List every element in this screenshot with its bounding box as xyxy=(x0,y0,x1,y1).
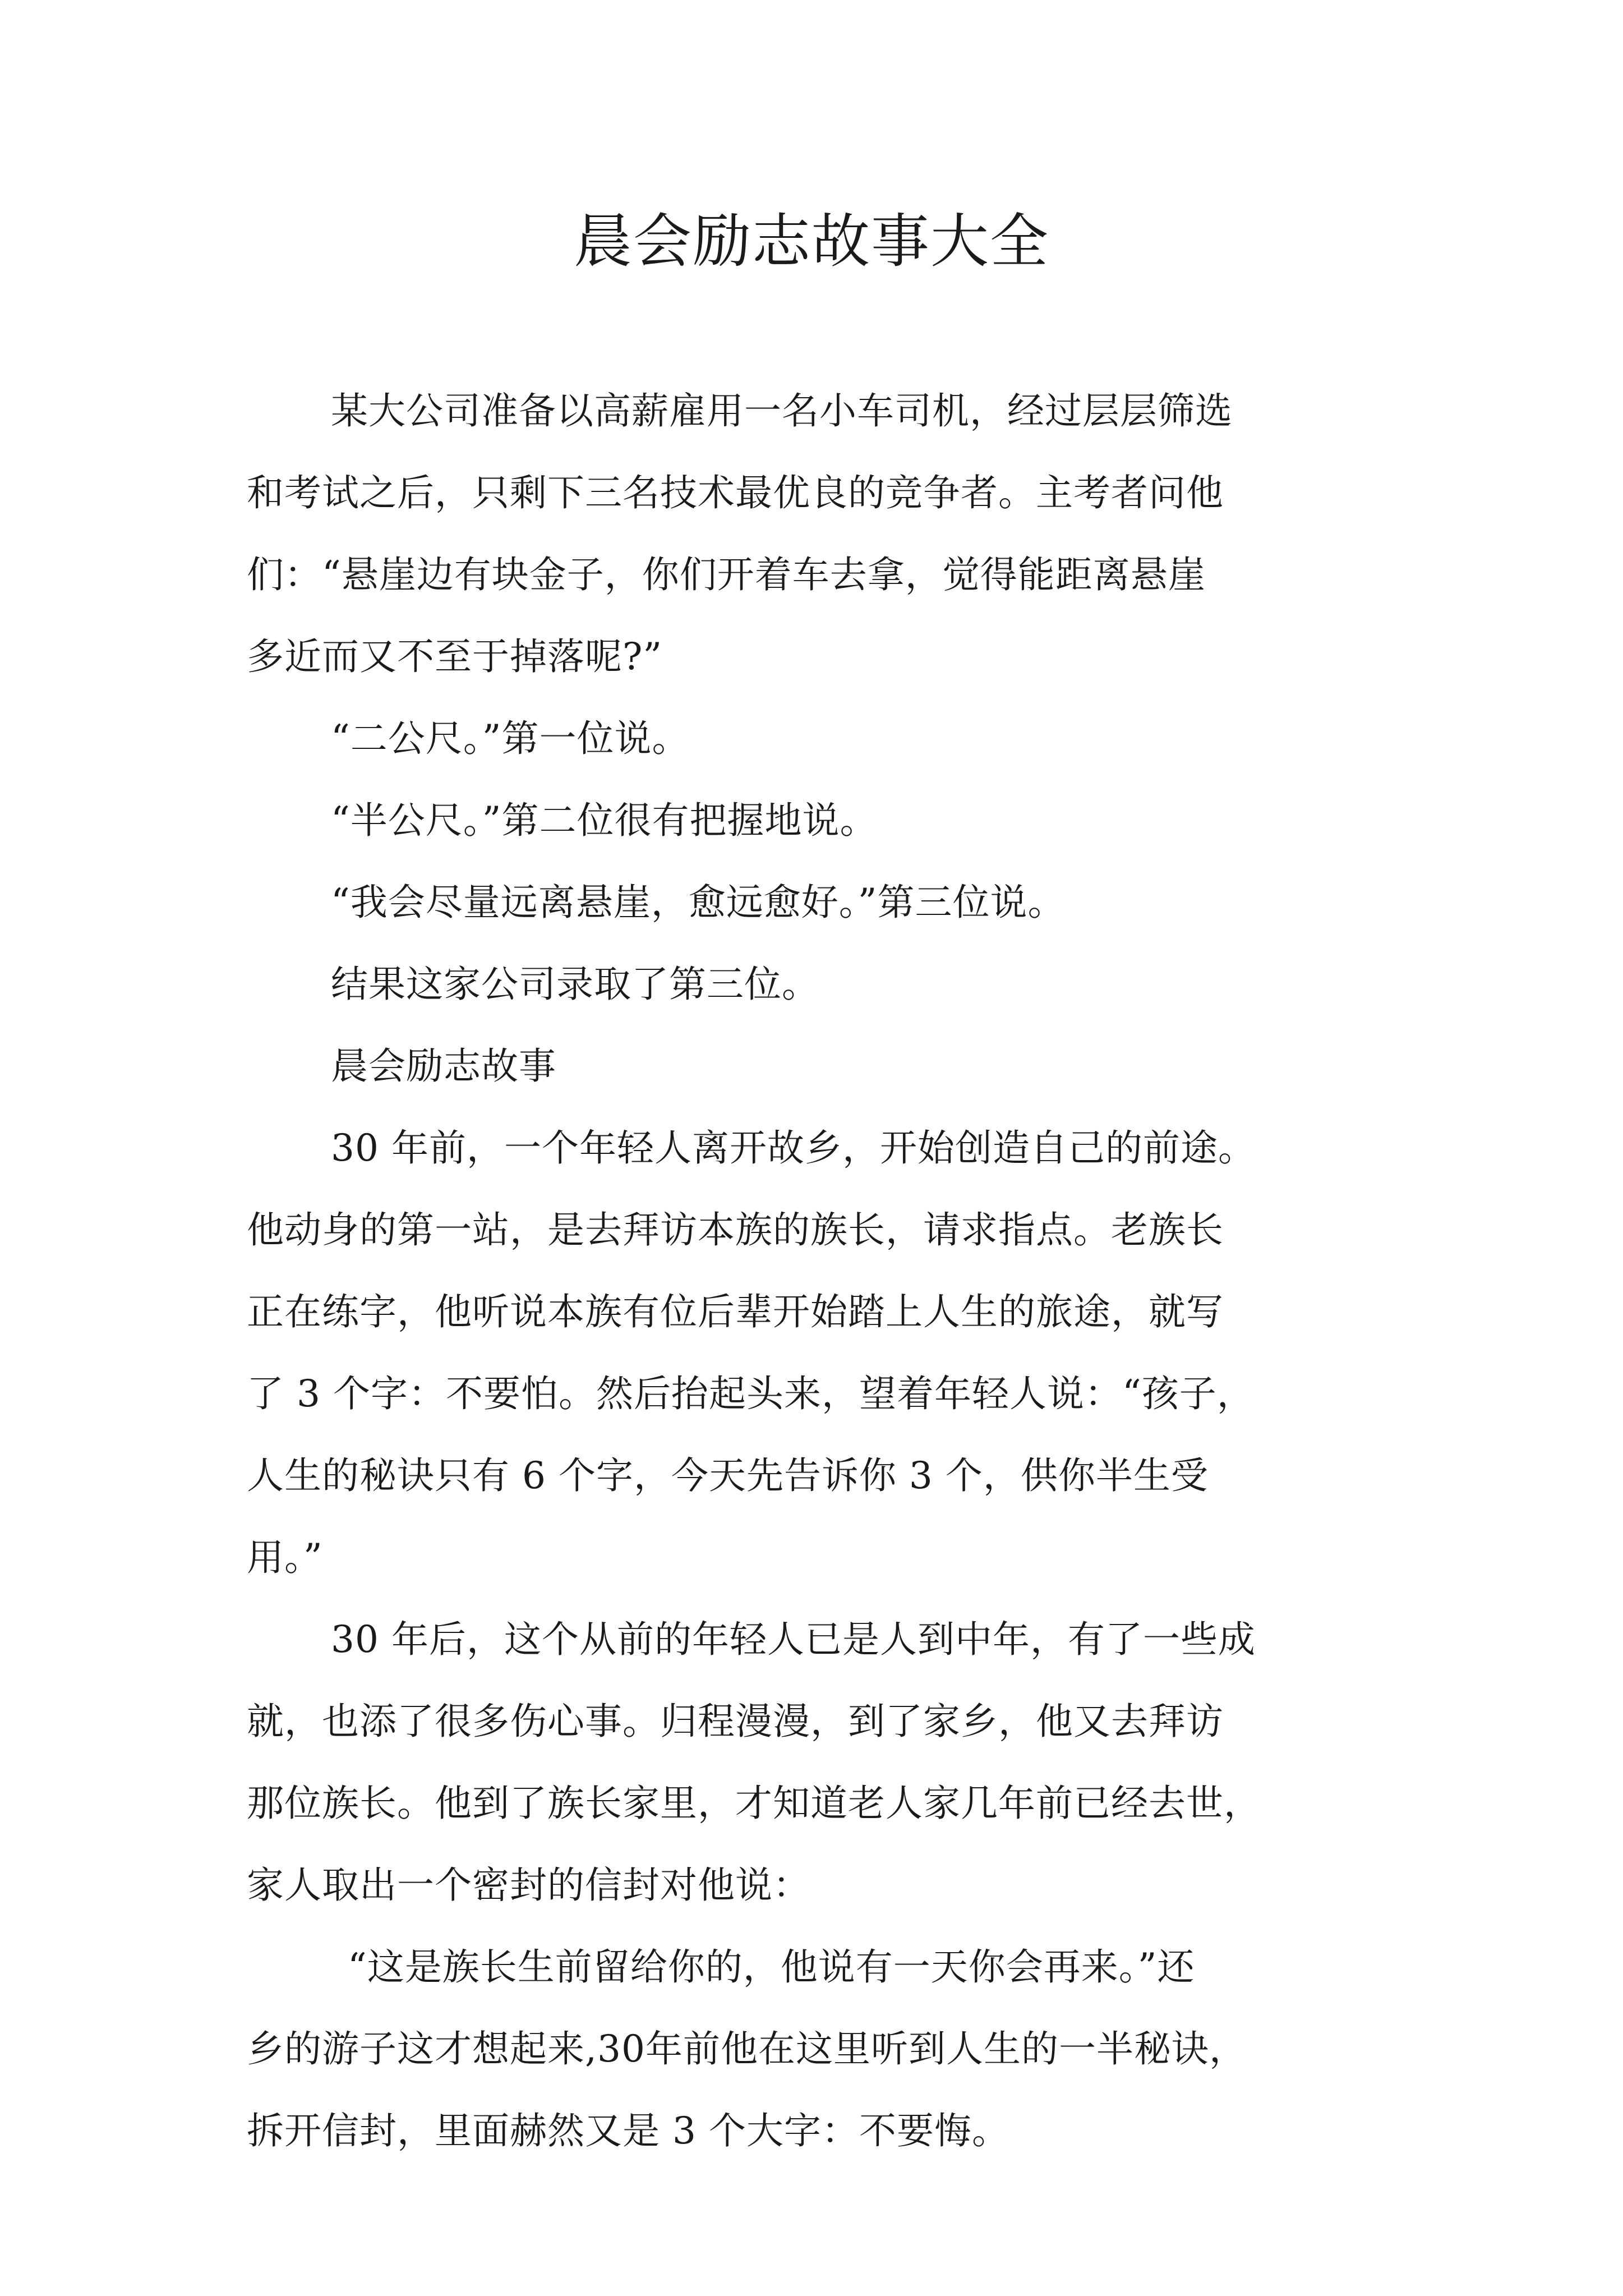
paragraph-line: 那位族长。他到了族长家里，才知道老人家几年前已经去世， xyxy=(247,1782,1261,1825)
section-heading: 晨会励志故事 xyxy=(331,1045,556,1088)
paragraph-line: 乡的游子这才想起来,30年前他在这里听到人生的一半秘诀， xyxy=(247,2027,1247,2070)
paragraph-line: “二公尺。”第一位说。 xyxy=(331,717,690,760)
document-body xyxy=(247,370,1424,2172)
paragraph-line: 家人取出一个密封的信封对他说： xyxy=(247,1864,810,1907)
paragraph-line: 人生的秘诀只有 6 个字，今天先告诉你 3 个，供你半生受 xyxy=(247,1454,1209,1497)
paragraph-line: 30 年前，一个年轻人离开故乡，开始创造自己的前途。 xyxy=(331,1126,1256,1170)
paragraph-line: 拆开信封，里面赫然又是 3 个大字：不要悔。 xyxy=(247,2109,1009,2152)
paragraph-line: “我会尽量远离悬崖，愈远愈好。”第三位说。 xyxy=(331,881,1066,924)
paragraph-line: 和考试之后，只剩下三名技术最优良的竞争者。主考者问他 xyxy=(247,471,1224,514)
paragraph-line: 多近而又不至于掉落呢?” xyxy=(247,635,663,678)
document-title: 晨会励志故事大全 xyxy=(573,207,1049,275)
paragraph-line: 结果这家公司录取了第三位。 xyxy=(331,963,819,1006)
paragraph-line: 了 3 个字：不要怕。然后抬起头来，望着年轻人说：“孩子， xyxy=(247,1372,1255,1415)
paragraph-line: 用。” xyxy=(247,1536,323,1579)
paragraph-line: 们：“悬崖边有块金子，你们开着车去拿，觉得能距离悬崖 xyxy=(247,553,1206,596)
paragraph-line: 30 年后，这个从前的年轻人已是人到中年，有了一些成 xyxy=(331,1618,1256,1661)
paragraph-line: “这是族长生前留给你的，他说有一天你会再来。”还 xyxy=(348,1945,1195,1989)
paragraph-line: 他动身的第一站，是去拜访本族的族长，请求指点。老族长 xyxy=(247,1208,1224,1251)
paragraph-line: 就，也添了很多伤心事。归程漫漫，到了家乡，他又去拜访 xyxy=(247,1700,1224,1743)
paragraph-line: 正在练字，他听说本族有位后辈开始踏上人生的旅途，就写 xyxy=(247,1290,1224,1333)
paragraph-line: “半公尺。”第二位很有把握地说。 xyxy=(331,799,878,842)
paragraph-line: 某大公司准备以高薪雇用一名小车司机，经过层层筛选 xyxy=(331,389,1233,432)
